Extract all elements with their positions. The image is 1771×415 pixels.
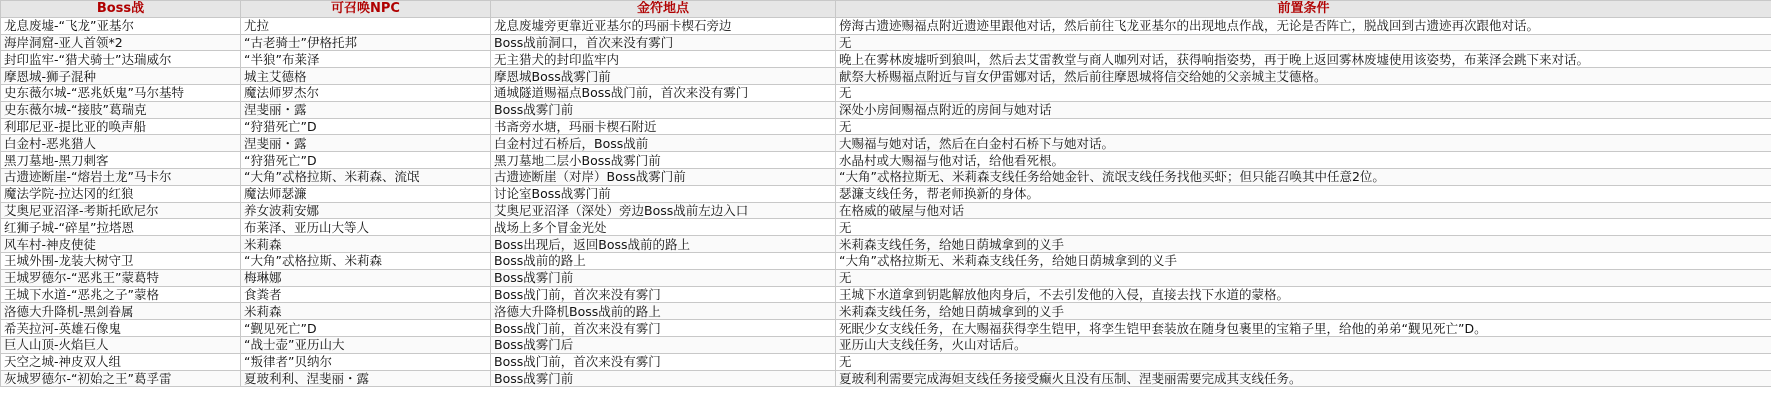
table-row xyxy=(1,152,1771,169)
location-cell: 洛德大升降机Boss战前的路上 xyxy=(491,303,836,320)
npc-cell: “古老骑士”伊格托邦 xyxy=(241,34,491,51)
condition-cell: 在格威的破屋与他对话 xyxy=(836,202,1771,219)
condition-cell: 无 xyxy=(836,34,1771,51)
header-boss: Boss战 xyxy=(1,1,241,18)
condition-cell: 王城下水道拿到钥匙解放他肉身后，不去引发他的入侵，直接去找下水道的蒙格。 xyxy=(836,286,1771,303)
boss-cell: 封印监牢-“猎犬骑士”达瑞威尔 xyxy=(1,51,241,68)
table-row xyxy=(1,168,1771,185)
header-npc: 可召唤NPC xyxy=(241,1,491,18)
npc-cell: “叛律者”贝纳尔 xyxy=(241,353,491,370)
location-cell: Boss出现后，返回Boss战前的路上 xyxy=(491,236,836,253)
location-cell: Boss战门前，首次来没有雾门 xyxy=(491,320,836,337)
boss-cell: 魔法学院-拉达冈的红狼 xyxy=(1,185,241,202)
table-row xyxy=(1,320,1771,337)
location-cell: 战场上多个冒金光处 xyxy=(491,219,836,236)
location-cell: 无主猎犬的封印监牢内 xyxy=(491,51,836,68)
boss-cell: 王城罗德尔-“恶兆王”蒙葛特 xyxy=(1,269,241,286)
table-row xyxy=(1,202,1771,219)
npc-cell: “觐见死亡”D xyxy=(241,320,491,337)
table-row xyxy=(1,219,1771,236)
condition-cell: 亚历山大支线任务，火山对话后。 xyxy=(836,336,1771,353)
table-row xyxy=(1,252,1771,269)
table-row xyxy=(1,336,1771,353)
location-cell: 摩恩城Boss战雾门前 xyxy=(491,68,836,85)
table-row xyxy=(1,101,1771,118)
condition-cell: 献祭大桥赐福点附近与盲女伊雷娜对话，然后前往摩恩城将信交给她的父亲城主艾德格。 xyxy=(836,68,1771,85)
location-cell: 艾奥尼亚沼泽（深处）旁边Boss战前左边入口 xyxy=(491,202,836,219)
header-location: 金符地点 xyxy=(491,1,836,18)
boss-cell: 黑刀墓地-黑刀刺客 xyxy=(1,152,241,169)
npc-cell: 梅琳娜 xyxy=(241,269,491,286)
npc-cell: 涅斐丽・露 xyxy=(241,101,491,118)
table-row xyxy=(1,84,1771,101)
location-cell: Boss战门前，首次来没有雾门 xyxy=(491,353,836,370)
npc-cell: 城主艾德格 xyxy=(241,68,491,85)
npc-cell: “狩猎死亡”D xyxy=(241,152,491,169)
table-row xyxy=(1,34,1771,51)
location-cell: 黑刀墓地二层小Boss战雾门前 xyxy=(491,152,836,169)
boss-cell: 希芙拉河-英雄石像鬼 xyxy=(1,320,241,337)
table-row xyxy=(1,303,1771,320)
npc-cell: 魔法师瑟濂 xyxy=(241,185,491,202)
location-cell: 书斋旁水塘，玛丽卡楔石附近 xyxy=(491,118,836,135)
location-cell: 白金村过石桥后，Boss战前 xyxy=(491,135,836,152)
table-row xyxy=(1,370,1771,387)
condition-cell: 水晶村或大赐福与他对话，给他看死根。 xyxy=(836,152,1771,169)
condition-cell: 米莉森支线任务，给她日荫城拿到的义手 xyxy=(836,236,1771,253)
table-row xyxy=(1,185,1771,202)
boss-cell: 艾奥尼亚沼泽-考斯托欧尼尔 xyxy=(1,202,241,219)
npc-cell: “战士壶”亚历山大 xyxy=(241,336,491,353)
location-cell: Boss战前的路上 xyxy=(491,252,836,269)
location-cell: 讨论室Boss战雾门前 xyxy=(491,185,836,202)
location-cell: Boss战前洞口，首次来没有雾门 xyxy=(491,34,836,51)
boss-cell: 摩恩城-狮子混种 xyxy=(1,68,241,85)
condition-cell: 无 xyxy=(836,269,1771,286)
condition-cell: 无 xyxy=(836,118,1771,135)
boss-cell: 古遗迹断崖-“熔岩土龙”马卡尔 xyxy=(1,168,241,185)
condition-cell: 无 xyxy=(836,84,1771,101)
npc-cell: 米莉森 xyxy=(241,236,491,253)
condition-cell: 深处小房间赐福点附近的房间与她对话 xyxy=(836,101,1771,118)
location-cell: 古遗迹断崖（对岸）Boss战雾门前 xyxy=(491,168,836,185)
condition-cell: 米莉森支线任务，给她日荫城拿到的义手 xyxy=(836,303,1771,320)
table-row xyxy=(1,269,1771,286)
boss-cell: 利耶尼亚-提比亚的唤声船 xyxy=(1,118,241,135)
condition-cell: 大赐福与她对话，然后在白金村石桥下与她对话。 xyxy=(836,135,1771,152)
boss-cell: 史东薇尔城-“接肢”葛瑞克 xyxy=(1,101,241,118)
table-row xyxy=(1,236,1771,253)
table-row xyxy=(1,353,1771,370)
npc-cell: 养女波莉安娜 xyxy=(241,202,491,219)
boss-cell: 灰城罗德尔-“初始之王”葛孚雷 xyxy=(1,370,241,387)
boss-cell: 红狮子城-“碎星”拉塔恩 xyxy=(1,219,241,236)
boss-cell: 天空之城-神皮双人组 xyxy=(1,353,241,370)
condition-cell: 死眠少女支线任务，在大赐福获得孪生铠甲，将孪生铠甲套装放在随身包裹里的宝箱子里，给他的弟弟“觐见死亡”D。 xyxy=(836,320,1771,337)
npc-cell: “大角”忒格拉斯、米莉森 xyxy=(241,252,491,269)
condition-cell: 傍海古遗迹赐福点附近遗迹里跟他对话，然后前往飞龙亚基尔的出现地点作战，无论是否阵亡，脱战回到古遗迹再次跟他对话。 xyxy=(836,17,1771,34)
condition-cell: 无 xyxy=(836,219,1771,236)
boss-cell: 巨人山顶-火焰巨人 xyxy=(1,336,241,353)
location-cell: Boss战门前，首次来没有雾门 xyxy=(491,286,836,303)
table-row xyxy=(1,51,1771,68)
npc-cell: 米莉森 xyxy=(241,303,491,320)
npc-cell: “大角”忒格拉斯、米莉森、流氓 xyxy=(241,168,491,185)
location-cell: 龙息废墟旁更靠近亚基尔的玛丽卡楔石旁边 xyxy=(491,17,836,34)
npc-cell: “狩猎死亡”D xyxy=(241,118,491,135)
location-cell: Boss战雾门前 xyxy=(491,269,836,286)
boss-cell: 白金村-恶兆猎人 xyxy=(1,135,241,152)
table-row xyxy=(1,17,1771,34)
table-row xyxy=(1,286,1771,303)
npc-cell: 食粪者 xyxy=(241,286,491,303)
npc-cell: 尤拉 xyxy=(241,17,491,34)
condition-cell: 瑟濂支线任务，帮老师换新的身体。 xyxy=(836,185,1771,202)
location-cell: 通城隧道赐福点Boss战门前，首次来没有雾门 xyxy=(491,84,836,101)
npc-cell: 涅斐丽・露 xyxy=(241,135,491,152)
npc-cell: 夏玻利利、涅斐丽・露 xyxy=(241,370,491,387)
table-row xyxy=(1,135,1771,152)
location-cell: Boss战雾门前 xyxy=(491,101,836,118)
boss-cell: 王城外围-龙装大树守卫 xyxy=(1,252,241,269)
header-condition: 前置条件 xyxy=(836,1,1771,18)
condition-cell: “大角”忒格拉斯无、米莉森支线任务，给她日荫城拿到的义手 xyxy=(836,252,1771,269)
boss-cell: 洛德大升降机-黑剑眷属 xyxy=(1,303,241,320)
boss-cell: 海岸洞窟-亚人首领*2 xyxy=(1,34,241,51)
npc-cell: 布莱泽、亚历山大等人 xyxy=(241,219,491,236)
condition-cell: 夏玻利利需要完成海妲支线任务接受癫火且没有压制、涅斐丽需要完成其支线任务。 xyxy=(836,370,1771,387)
boss-cell: 史东薇尔城-“恶兆妖鬼”马尔基特 xyxy=(1,84,241,101)
boss-cell: 龙息废墟-“飞龙”亚基尔 xyxy=(1,17,241,34)
condition-cell: 无 xyxy=(836,353,1771,370)
boss-cell: 风车村-神皮使徒 xyxy=(1,236,241,253)
location-cell: Boss战雾门后 xyxy=(491,336,836,353)
location-cell: Boss战雾门前 xyxy=(491,370,836,387)
condition-cell: 晚上在雾林废墟听到狼叫，然后去艾雷教堂与商人咖列对话，获得响指姿势，再于晚上返回雾林废墟使用该姿势，布莱泽会跳下来对话。 xyxy=(836,51,1771,68)
npc-cell: “半狼”布莱泽 xyxy=(241,51,491,68)
condition-cell: “大角”忒格拉斯无、米莉森支线任务给她金针、流氓支线任务找他买虾；但只能召唤其中任意2位。 xyxy=(836,168,1771,185)
table-row xyxy=(1,118,1771,135)
table-row xyxy=(1,68,1771,85)
table-header-row xyxy=(1,1,1771,18)
npc-cell: 魔法师罗杰尔 xyxy=(241,84,491,101)
boss-cell: 王城下水道-“恶兆之子”蒙格 xyxy=(1,286,241,303)
